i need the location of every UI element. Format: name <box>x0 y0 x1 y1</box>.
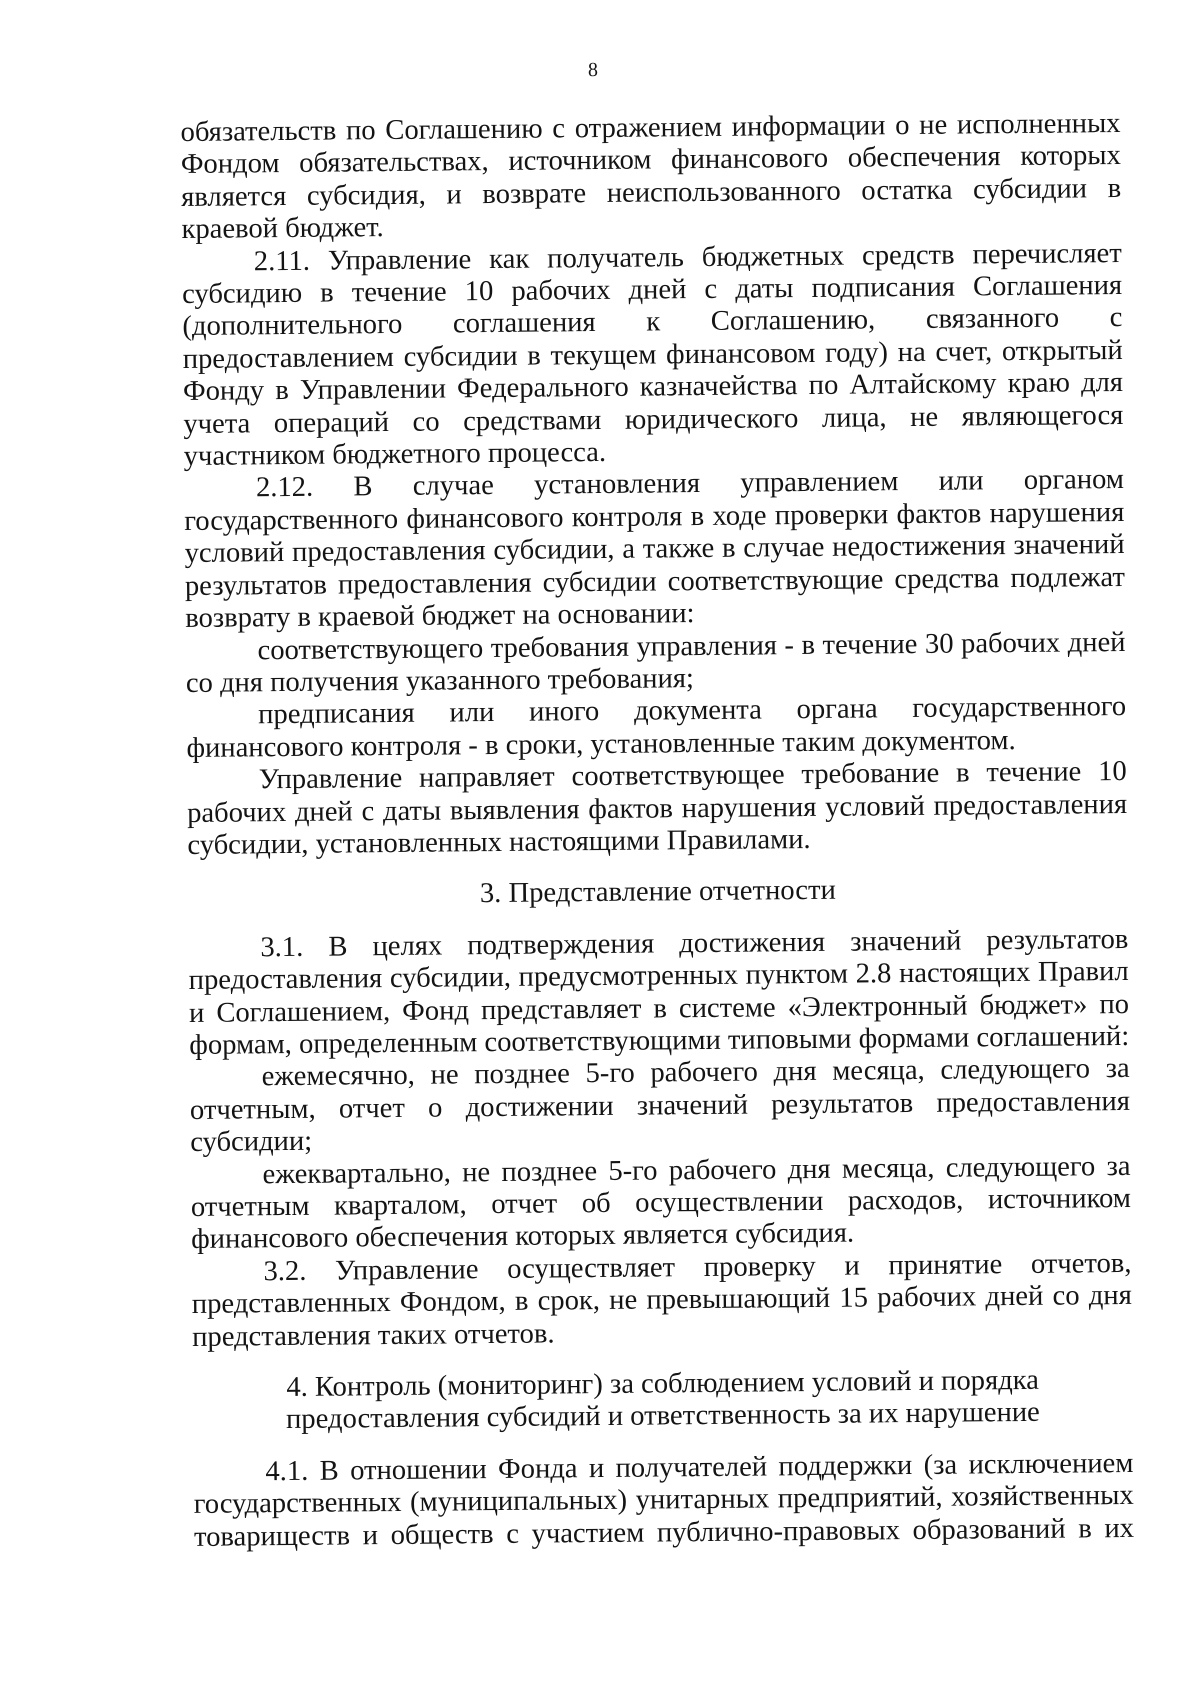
paragraph-2-12-item-order: предписания или иного документа органа государственного финансового контроля - в сроки, установленные таким документом. <box>186 691 1127 764</box>
document-body <box>180 108 1134 1554</box>
paragraph-continuation: обязательств по Соглашению с отражением информации о не исполненных Фондом обязательствах, источником финансового обеспечения которых является субсидия, и возврате неиспользованного остатка субсидии в краевой бюджет. <box>180 107 1122 246</box>
paragraph-2-12-notice: Управление направляет соответствующее требование в течение 10 рабочих дней с даты выявления фактов нарушения условий предоставления субсидии, установленных настоящими Правилами. <box>186 756 1128 861</box>
paragraph-2-12: 2.12. В случае установления управлением или органом государственного финансового контроля в ходе проверки фактов нарушения условий предоставления субсидии, а также в случае недостижения значений результатов предоставления субсидии соответствующие средства подлежат возврату в краевой бюджет на основании: <box>184 464 1126 635</box>
page-number: 8 <box>587 58 599 82</box>
paragraph-4-1: 4.1. В отношении Фонда и получателей поддержки (за исключением государственных (муниципальных) унитарных предприятий, хозяйственных товариществ и обществ с участием публично-правовых образований в их <box>193 1447 1135 1553</box>
paragraph-3-1-quarterly: ежеквартально, не позднее 5-го рабочего дня месяца, следующего за отчетным кварталом, отчет об осуществлении расходов, источником финансового обеспечения которых является субсидия. <box>190 1150 1131 1256</box>
paragraph-2-12-item-requirement: соответствующего требования управления - в течение 30 рабочих дней со дня получения указанного требования; <box>185 626 1126 699</box>
paragraph-3-2: 3.2. Управление осуществляет проверку и принятие отчетов, представленных Фондом, в срок, не превышающий 15 рабочих дней со дня представления таких отчетов. <box>191 1247 1132 1353</box>
section-3-heading: 3. Представление отчетности <box>479 875 836 910</box>
paragraph-3-1: 3.1. В целях подтверждения достижения значений результатов предоставления субсидии, предусмотренных пунктом 2.8 настоящих Правил и Соглашением, Фонд представляет в системе «Электронный бюджет» по формам, определенным соответствующими типовыми формами соглашений: <box>188 923 1130 1061</box>
section-4-heading: 4. Контроль (мониторинг) за соблюдением условий и порядка предоставления субсидий и ответственность за их нарушение <box>285 1364 1040 1436</box>
paragraph-2-11: 2.11. Управление как получатель бюджетных средств перечисляет субсидию в течение 10 рабочих дней с даты подписания Соглашения (дополнительного соглашения к Соглашению, связанного с предоставлением субсидии в текущем финансовом году) на счет, открытый Фонду в Управлении Федерального казначейства по Алтайскому краю для учета операций со средствами юридического лица, не являющегося участником бюджетного процесса. <box>181 237 1124 473</box>
paragraph-3-1-monthly: ежемесячно, не позднее 5-го рабочего дня месяца, следующего за отчетным, отчет о достижении значений результатов предоставления субсидии; <box>189 1053 1131 1159</box>
